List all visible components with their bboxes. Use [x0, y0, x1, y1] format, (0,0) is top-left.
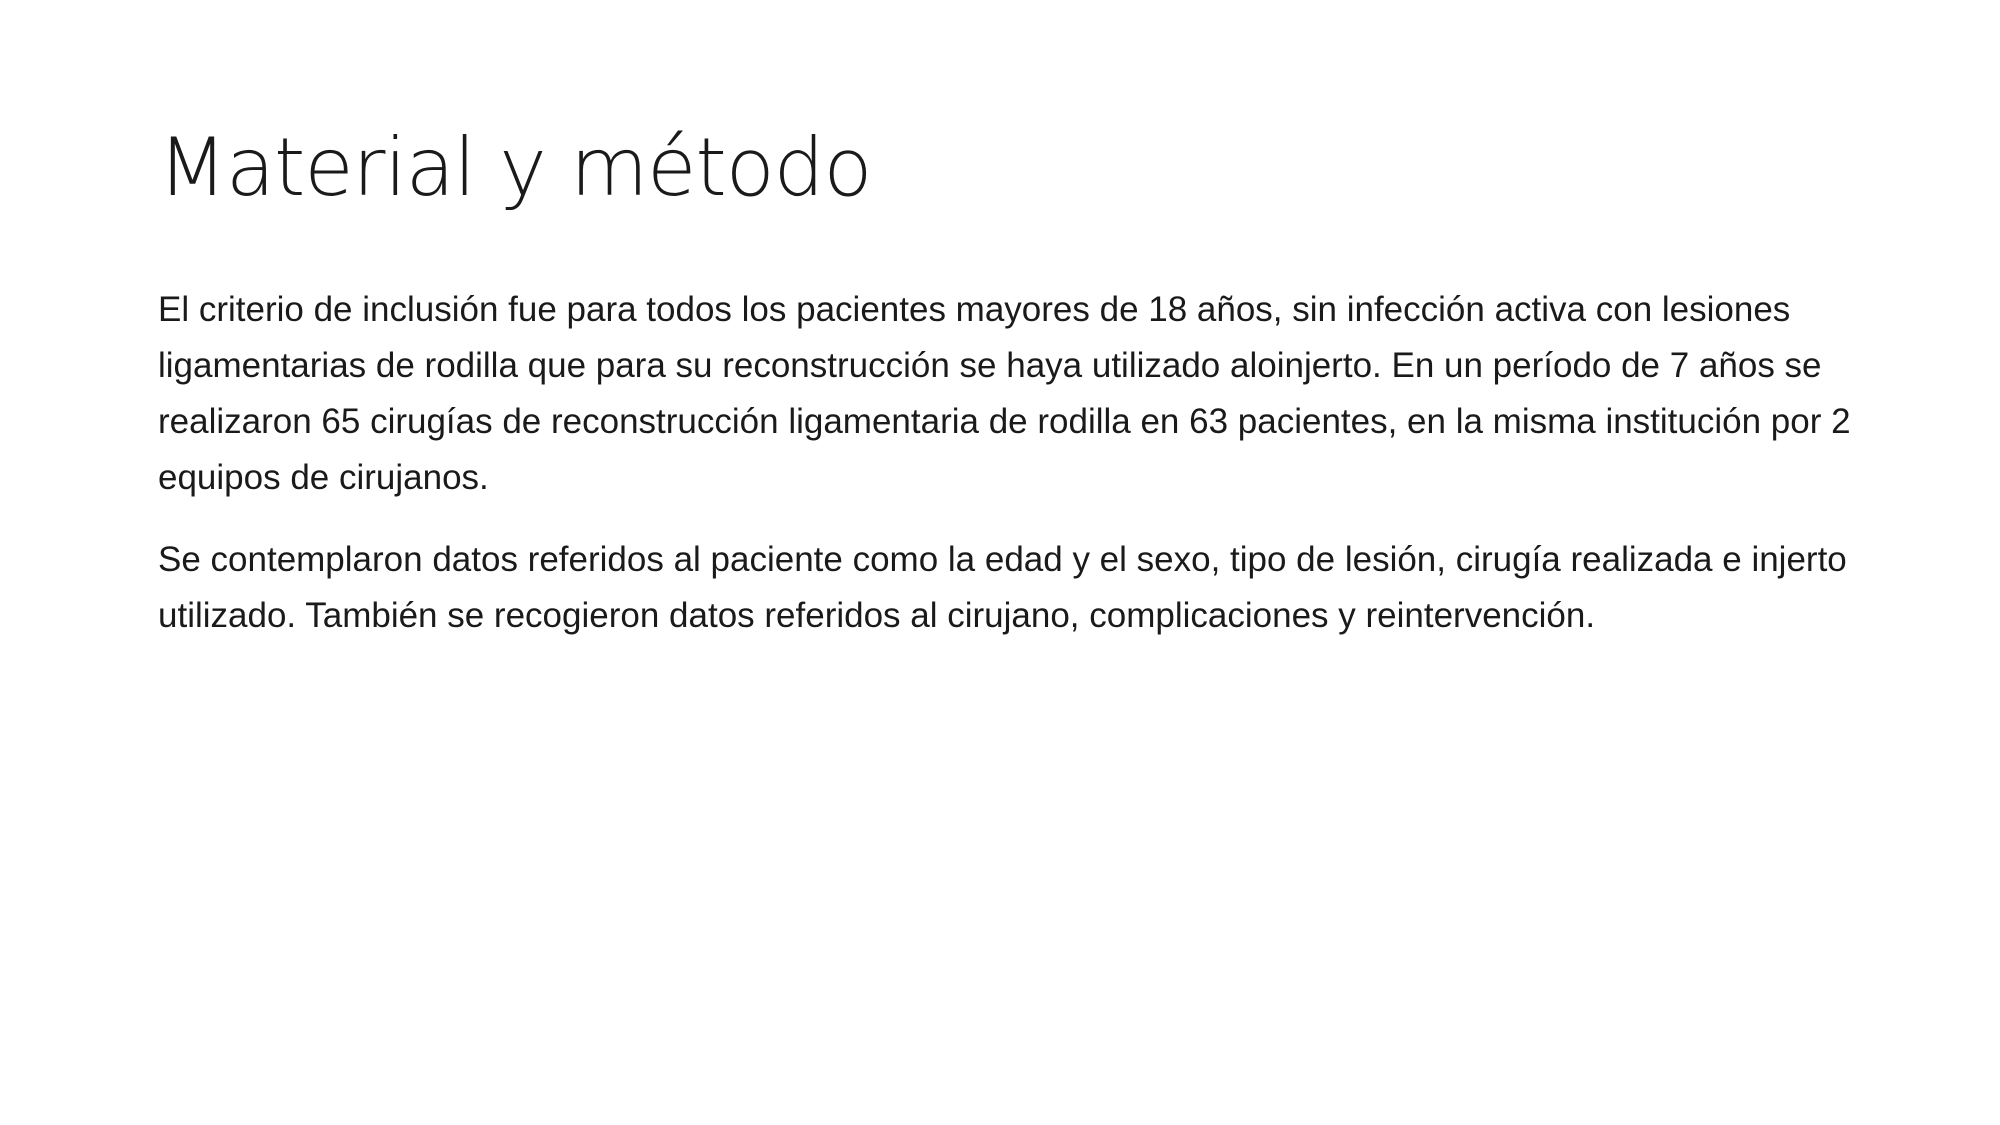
paragraph-inclusion-criteria: El criterio de inclusión fue para todos los pacientes mayores de 18 años, sin infección activa con lesiones ligamentarias de rodilla que para su reconstrucción se haya utilizado aloinjerto. En un período de 7 años se realizaron 65 cirugías de reconstrucción ligamentaria de rodilla en 63 pacientes, en la misma institución por 2 equipos de cirujanos. — [158, 290, 1851, 497]
slide-body — [158, 282, 1868, 670]
slide-title: Material y método — [158, 121, 872, 214]
paragraph-data-collected: Se contemplaron datos referidos al paciente como la edad y el sexo, tipo de lesión, cirugía realizada e injerto utilizado. También se recogieron datos referidos al cirujano, complicaciones y reintervención. — [158, 540, 1847, 635]
